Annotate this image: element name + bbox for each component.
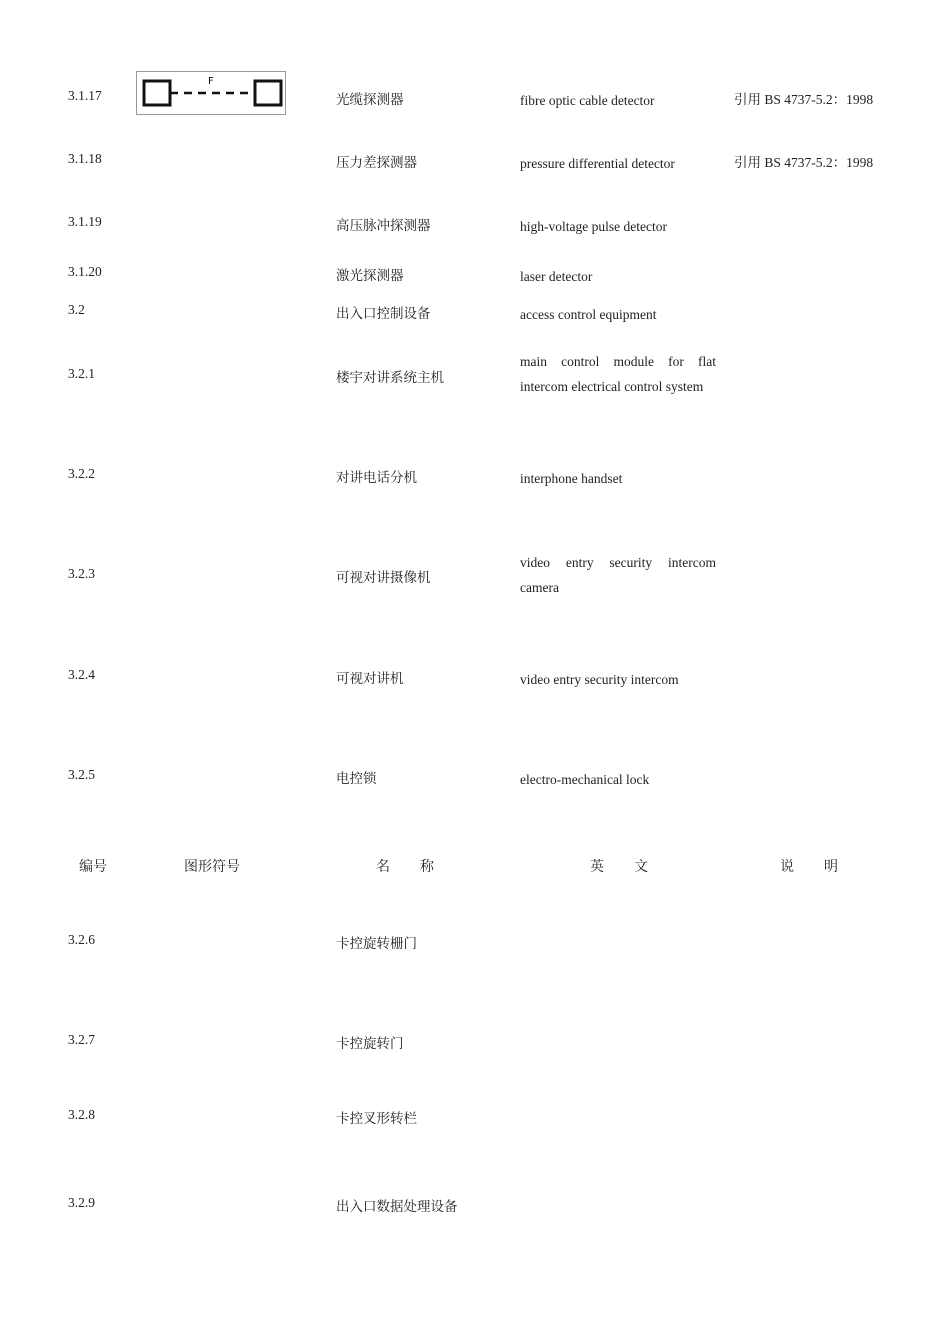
item-number: 3.2.8 xyxy=(68,1107,95,1122)
item-name: 激光探测器 xyxy=(336,268,404,283)
header-name-char: 名 xyxy=(376,860,390,875)
item-note: 引用 BS 4737-5.2：1998 xyxy=(734,155,874,170)
symbol-letter: F xyxy=(208,76,214,87)
item-name: 出入口控制设备 xyxy=(336,306,431,321)
fibre-optic-detector-symbol-icon xyxy=(137,72,285,114)
item-number: 3.1.17 xyxy=(68,88,102,103)
item-number: 3.2.1 xyxy=(68,366,95,381)
item-english-line: intercom electrical control system xyxy=(520,379,704,394)
graphic-symbol-cell xyxy=(136,71,286,115)
header-english xyxy=(590,856,648,876)
item-english: video entry security intercom xyxy=(520,672,679,687)
item-name: 对讲电话分机 xyxy=(336,470,417,485)
item-number: 3.2 xyxy=(68,302,85,317)
item-number: 3.2.6 xyxy=(68,932,95,947)
item-english-line: video entry security intercom xyxy=(520,555,716,570)
item-english: laser detector xyxy=(520,269,593,284)
header-symbol: 图形符号 xyxy=(184,860,240,875)
item-name: 压力差探测器 xyxy=(336,155,417,170)
item-name: 卡控叉形转栏 xyxy=(336,1111,417,1126)
item-english: electro-mechanical lock xyxy=(520,772,650,787)
item-number: 3.2.7 xyxy=(68,1032,95,1047)
item-english: high-voltage pulse detector xyxy=(520,219,667,234)
item-name: 出入口数据处理设备 xyxy=(336,1199,458,1214)
item-number: 3.1.19 xyxy=(68,214,102,229)
item-name: 可视对讲摄像机 xyxy=(336,570,431,585)
item-name: 卡控旋转栅门 xyxy=(336,936,417,951)
item-note: 引用 BS 4737-5.2：1998 xyxy=(734,92,874,107)
item-number: 3.1.18 xyxy=(68,151,102,166)
item-english: pressure differential detector xyxy=(520,156,675,171)
item-english: fibre optic cable detector xyxy=(520,93,655,108)
item-english-line: camera xyxy=(520,580,559,595)
item-number: 3.1.20 xyxy=(68,264,102,279)
item-name: 电控锁 xyxy=(336,771,377,786)
header-note xyxy=(780,856,838,876)
header-name-char: 称 xyxy=(420,860,434,875)
item-english xyxy=(520,349,716,399)
item-name: 光缆探测器 xyxy=(336,92,404,107)
item-name: 楼宇对讲系统主机 xyxy=(336,370,444,385)
item-name: 高压脉冲探测器 xyxy=(336,218,431,233)
header-name xyxy=(376,856,434,876)
header-english-char: 英 xyxy=(590,860,604,875)
item-english xyxy=(520,550,716,600)
item-number: 3.2.9 xyxy=(68,1195,95,1210)
item-number: 3.2.2 xyxy=(68,466,95,481)
item-english: interphone handset xyxy=(520,471,623,486)
item-english-line: main control module for flat xyxy=(520,354,716,369)
item-name: 卡控旋转门 xyxy=(336,1036,404,1051)
header-number: 编号 xyxy=(79,860,107,875)
header-english-char: 文 xyxy=(634,860,648,875)
item-number: 3.2.5 xyxy=(68,767,95,782)
item-english: access control equipment xyxy=(520,307,657,322)
header-note-char: 明 xyxy=(824,860,838,875)
item-name: 可视对讲机 xyxy=(336,671,404,686)
item-number: 3.2.3 xyxy=(68,566,95,581)
item-number: 3.2.4 xyxy=(68,667,95,682)
header-note-char: 说 xyxy=(780,860,794,875)
